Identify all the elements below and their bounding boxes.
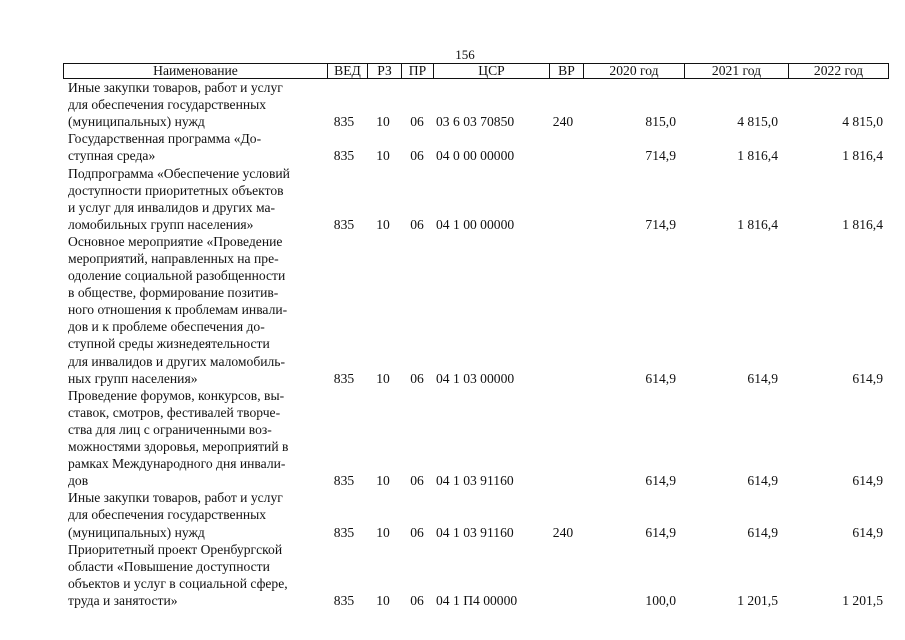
cell-pr: 06 — [410, 524, 424, 540]
row-name-line: ных групп населения» — [68, 370, 198, 386]
table-row — [0, 165, 905, 233]
cell-y2022: 614,9 — [852, 524, 883, 540]
row-name-line: мероприятий, направленных на пре- — [68, 250, 279, 266]
row-name-line: Иные закупки товаров, работ и услуг — [68, 80, 283, 95]
row-name-line: Приоритетный проект Оренбургской — [68, 541, 283, 557]
table-row — [0, 233, 905, 387]
cell-y2020: 614,9 — [645, 473, 676, 489]
row-name — [68, 489, 324, 540]
row-name-line: ного отношения к проблемам инвали- — [68, 302, 288, 318]
cell-ved: 835 — [333, 216, 355, 232]
cell-y2020: 714,9 — [645, 148, 676, 164]
row-name-line: доступности приоритетных объектов — [68, 182, 284, 198]
cell-ved: 835 — [333, 473, 355, 489]
row-name-line: ломобильных групп населения» — [68, 216, 254, 232]
table-header — [63, 63, 889, 79]
cell-vr — [549, 147, 577, 164]
header-csr: ЦСР — [433, 64, 549, 78]
cell-y2020: 614,9 — [645, 524, 676, 540]
cell-y2022: 1 816,4 — [842, 216, 883, 232]
row-name — [68, 130, 324, 164]
row-name-line: области «Повышение доступности — [68, 558, 270, 574]
row-name-line: для обеспечения государственных — [68, 507, 267, 523]
cell-y2020: 100,0 — [645, 593, 676, 609]
cell-ved: 835 — [333, 593, 355, 609]
cell-ved: 835 — [333, 148, 355, 164]
cell-y2021: 614,9 — [747, 524, 778, 540]
row-name-line: и услуг для инвалидов и других ма- — [68, 199, 276, 215]
cell-rz: 10 — [376, 370, 390, 386]
cell-rz: 10 — [376, 473, 390, 489]
cell-csr: 04 1 П4 00000 — [436, 593, 518, 609]
cell-rz: 10 — [376, 216, 390, 232]
cell-csr: 04 1 00 00000 — [436, 216, 515, 232]
row-name-line: объектов и услуг в социальной сфере, — [68, 575, 288, 591]
table-row — [0, 130, 905, 164]
table-row — [0, 489, 905, 540]
header-2020: 2020 год — [583, 64, 684, 78]
row-name-line: Подпрограмма «Обеспечение условий — [68, 165, 290, 181]
cell-y2020: 815,0 — [645, 114, 676, 130]
cell-ved: 835 — [333, 114, 355, 130]
cell-y2020: 714,9 — [645, 216, 676, 232]
header-2021: 2021 год — [684, 64, 788, 78]
cell-vr: 240 — [552, 114, 574, 130]
row-name — [68, 541, 324, 609]
cell-y2021: 4 815,0 — [737, 114, 778, 130]
cell-vr — [549, 592, 577, 609]
cell-y2021: 614,9 — [747, 370, 778, 386]
cell-pr: 06 — [410, 114, 424, 130]
row-name-line: ступной среды жизнедеятельности — [68, 336, 270, 352]
row-name-line: (муниципальных) нужд — [68, 524, 205, 540]
header-ved: ВЕД — [327, 64, 367, 78]
header-rz: РЗ — [367, 64, 401, 78]
cell-y2021: 1 816,4 — [737, 148, 778, 164]
cell-rz: 10 — [376, 593, 390, 609]
row-name-line: труда и занятости» — [68, 592, 178, 608]
cell-vr — [549, 370, 577, 387]
table-row — [0, 79, 905, 130]
header-2022: 2022 год — [788, 64, 888, 78]
row-name — [68, 387, 324, 490]
cell-csr: 04 1 03 91160 — [436, 473, 514, 489]
header-name: Наименование — [153, 63, 238, 78]
row-name-line: Иные закупки товаров, работ и услуг — [68, 490, 283, 506]
cell-rz: 10 — [376, 114, 390, 130]
cell-ved: 835 — [333, 524, 355, 540]
table-row — [0, 541, 905, 609]
row-name-line: рамках Международного дня инвали- — [68, 456, 286, 472]
row-name-line: для обеспечения государственных — [68, 97, 267, 113]
cell-y2022: 4 815,0 — [842, 114, 883, 130]
cell-csr: 04 0 00 00000 — [436, 148, 515, 164]
cell-pr: 06 — [410, 370, 424, 386]
row-name-line: (муниципальных) нужд — [68, 114, 205, 130]
cell-y2021: 614,9 — [747, 473, 778, 489]
row-name-line: можностями здоровья, мероприятий в — [68, 439, 289, 455]
cell-rz: 10 — [376, 524, 390, 540]
cell-y2022: 1 201,5 — [842, 593, 883, 609]
cell-csr: 04 1 03 00000 — [436, 370, 515, 386]
row-name — [68, 79, 324, 130]
header-pr: ПР — [401, 64, 433, 78]
cell-ved: 835 — [333, 370, 355, 386]
row-name — [68, 233, 324, 387]
cell-y2022: 1 816,4 — [842, 148, 883, 164]
row-name-line: дов и к проблеме обеспечения до- — [68, 319, 265, 335]
cell-pr: 06 — [410, 216, 424, 232]
page-number: 156 — [455, 47, 475, 62]
row-name-line: Проведение форумов, конкурсов, вы- — [68, 387, 285, 403]
row-name-line: в обществе, формирование позитив- — [68, 285, 279, 301]
table-row — [0, 387, 905, 490]
row-name-line: дов — [68, 473, 89, 489]
row-name — [68, 165, 324, 233]
row-name-line: Основное мероприятие «Проведение — [68, 233, 283, 249]
cell-csr: 04 1 03 91160 — [436, 524, 514, 540]
cell-y2022: 614,9 — [852, 370, 883, 386]
row-name-line: ступная среда» — [68, 148, 156, 164]
cell-vr — [549, 472, 577, 489]
cell-rz: 10 — [376, 148, 390, 164]
row-name-line: одоление социальной разобщенности — [68, 268, 286, 284]
cell-y2021: 1 816,4 — [737, 216, 778, 232]
row-name-line: ставок, смотров, фестивалей творче- — [68, 404, 281, 420]
row-name-line: Государственная программа «До- — [68, 131, 262, 147]
cell-pr: 06 — [410, 593, 424, 609]
cell-y2020: 614,9 — [645, 370, 676, 386]
cell-vr — [549, 216, 577, 233]
cell-pr: 06 — [410, 473, 424, 489]
header-vr: ВР — [549, 64, 583, 78]
cell-csr: 03 6 03 70850 — [436, 114, 515, 130]
row-name-line: ства для лиц с ограниченными воз- — [68, 421, 272, 437]
row-name-line: для инвалидов и других маломобиль- — [68, 353, 286, 369]
cell-pr: 06 — [410, 148, 424, 164]
cell-y2021: 1 201,5 — [737, 593, 778, 609]
cell-y2022: 614,9 — [852, 473, 883, 489]
cell-vr: 240 — [552, 524, 574, 540]
